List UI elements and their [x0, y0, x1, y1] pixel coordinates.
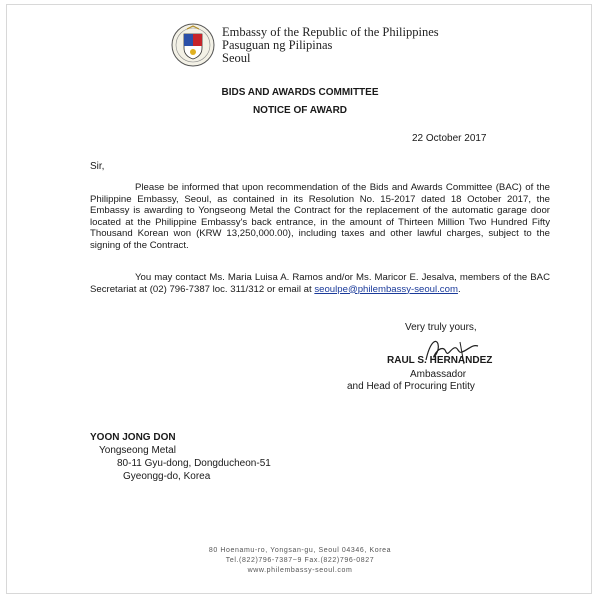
recipient-address-line2: Gyeongg-do, Korea [123, 471, 211, 482]
signer-name: RAUL S. HERNANDEZ [387, 355, 493, 366]
salutation: Sir, [90, 161, 105, 172]
valediction: Very truly yours, [405, 322, 477, 333]
signer-title: Ambassador [410, 369, 467, 380]
embassy-seal-icon [170, 22, 216, 68]
embassy-name: Embassy of the Republic of the Philippines [222, 25, 439, 39]
footer-phone: Tel.(822)796-7387~9 Fax.(822)796-0827 [225, 557, 375, 564]
committee-heading: BIDS AND AWARDS COMMITTEE [221, 87, 379, 98]
body-paragraph-award: Please be informed that upon recommendation of the Bids and Awards Committee (BAC) of the Philippine Embassy, Seoul, as contained in its Resolution No. 15-2017 dated 18 October 2017, the Embassy is awarding to Yongseong Metal the Contract for the replacement of the automatic garage door located at the Philippine Embassy's back entrance, in the amount of Thirteen Million Two Hundred Fifty Thousand Korean won (KRW 13,250,000.00), including taxes and other lawful charges, subject to the signing of the Contract. [90, 182, 550, 251]
letterhead [222, 26, 439, 65]
footer-website: www.philembassy-seoul.com [247, 567, 353, 574]
body-paragraph-contact [90, 272, 550, 295]
embassy-city: Seoul [222, 51, 251, 65]
signer-role: and Head of Procuring Entity [347, 381, 475, 392]
contact-text: You may contact Ms. Maria Luisa A. Ramos and/or Ms. Maricor E. Jesalva, members of the BAC Secretariat at (02) 796-7387 loc. 311/312 or email at [90, 272, 550, 295]
recipient-name: YOON JONG DON [90, 432, 176, 443]
notice-title: NOTICE OF AWARD [252, 105, 348, 116]
embassy-name-filipino: Pasuguan ng Pilipinas [222, 38, 333, 52]
recipient-company: Yongseong Metal [99, 445, 176, 456]
footer-address: 80 Hoenamu-ro, Yongsan-gu, Seoul 04346, Korea [208, 547, 392, 554]
recipient-address-line1: 80-11 Gyu-dong, Dongducheon-51 [117, 458, 271, 469]
contact-text-end: . [457, 283, 461, 295]
letter-date: 22 October 2017 [412, 133, 487, 144]
email-link[interactable]: seoulpe@philembassy-seoul.com [314, 283, 458, 295]
